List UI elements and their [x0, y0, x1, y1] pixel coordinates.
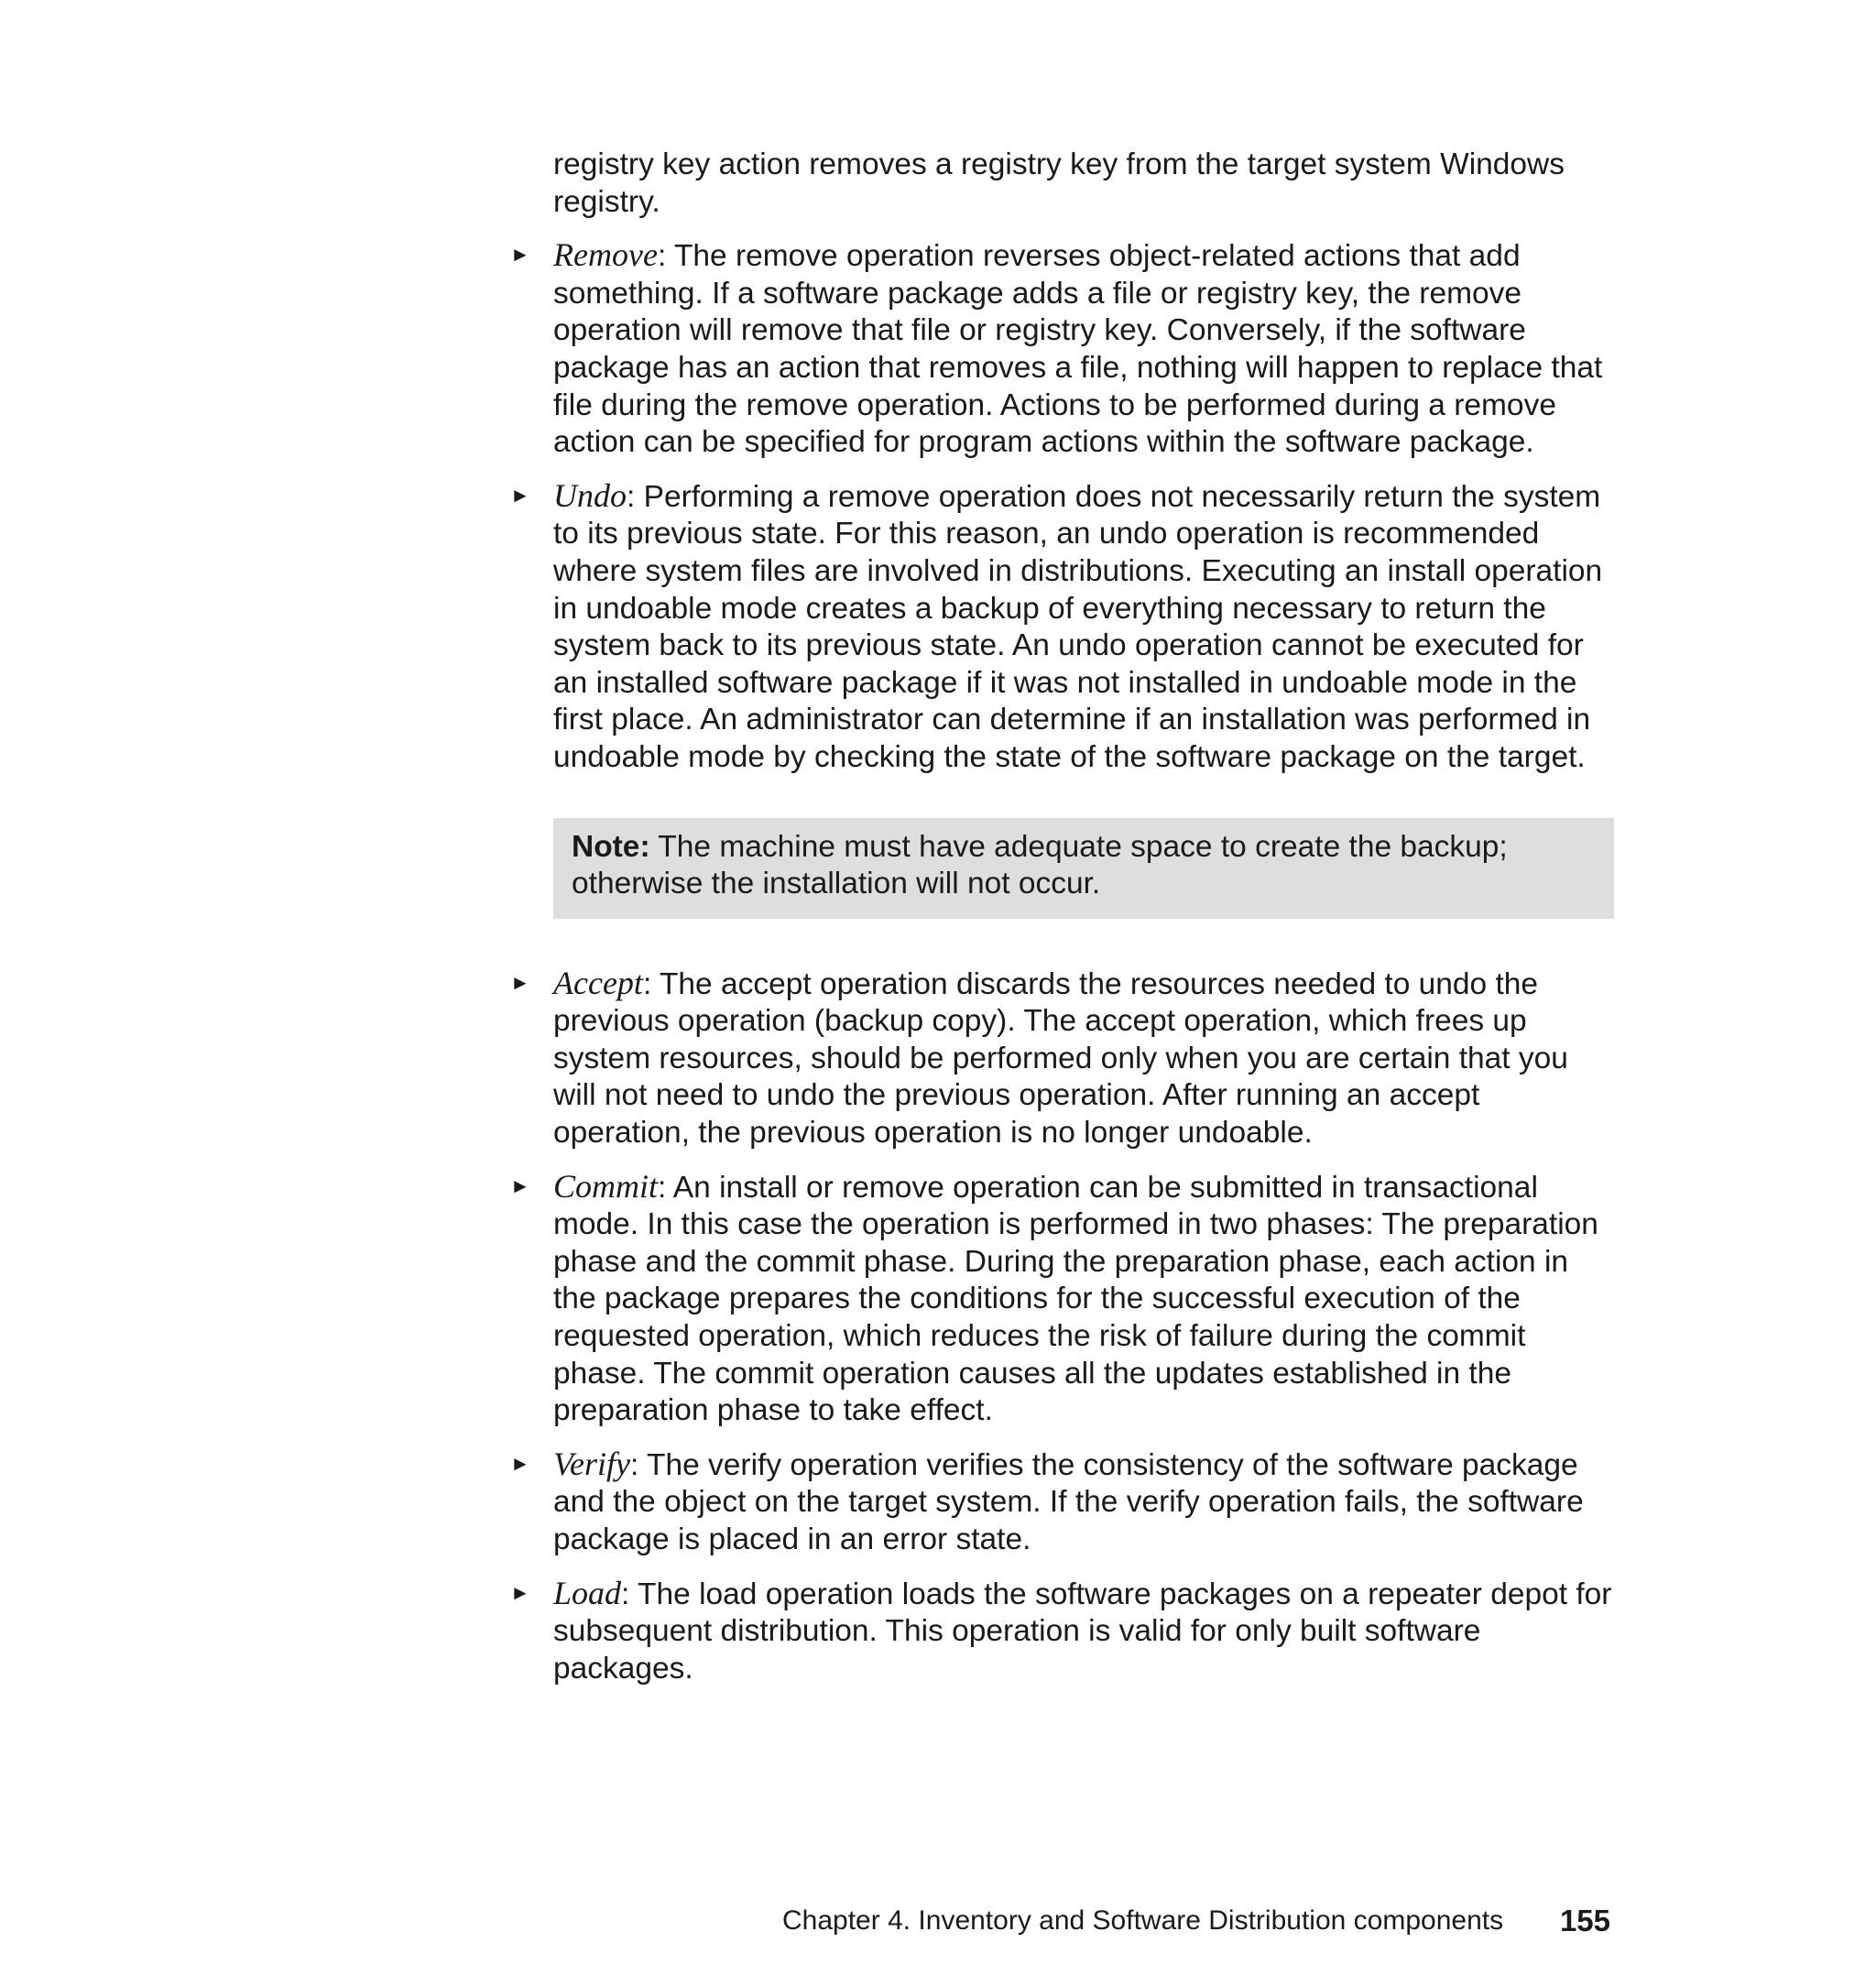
bullet-triangle-icon: ►: [510, 970, 530, 994]
body-content: [510, 147, 1614, 1703]
term-verify: Verify: [553, 1445, 630, 1482]
page-footer: [782, 1901, 1610, 1941]
bullet-triangle-icon: ►: [510, 243, 530, 267]
bullet-triangle-icon: ►: [510, 483, 530, 507]
item-text: : The remove operation reverses object-related actions that add something. If a software package adds a file or registry key, the remove operation will remove that file or registry key. Conversely, if the software package has an action that removes a file, nothing will happen to replace that file during the remove operation. Actions to be performed during a remove action can be specified for program actions within the software package.: [553, 239, 1603, 460]
list-item-verify: [510, 1445, 1614, 1559]
term-load: Load: [553, 1574, 622, 1611]
intro-paragraph: registry key action removes a registry key from the target system Windows registry.: [553, 147, 1565, 219]
item-text: : The accept operation discards the resources needed to undo the previous operation (backup copy). The accept operation, which frees up system resources, should be performed only when you are certain that you will not need to undo the previous operation. After running an accept operation, the previous operation is no longer undoable.: [553, 966, 1568, 1151]
note-body: The machine must have adequate space to create the backup; otherwise the installation will not occur.: [572, 829, 1508, 901]
item-text: : The verify operation verifies the consistency of the software package and the object on the target system. If the verify operation fails, the software package is placed in an error state.: [553, 1447, 1584, 1556]
term-remove: Remove: [553, 236, 658, 274]
bullet-triangle-icon: ►: [510, 1173, 530, 1197]
item-text: : The load operation loads the software packages on a repeater depot for subsequent distribution. This operation is valid for only built software packages.: [553, 1577, 1612, 1686]
note-label: Note:: [572, 829, 650, 864]
page-number: 155: [1559, 1904, 1610, 1937]
term-accept: Accept: [553, 964, 643, 1001]
list-item-remove: [510, 236, 1614, 462]
item-text: : An install or remove operation can be submitted in transactional mode. In this case the operation is performed in two phases: The preparation phase and the commit phase. During the preparation phase, each action in the package prepares the conditions for the successful execution of the requested operation, which reduces the risk of failure during the commit phase. The commit operation causes all the updates established in the preparation phase to take effect.: [553, 1170, 1598, 1428]
bullet-triangle-icon: ►: [510, 1451, 530, 1475]
footer-chapter-title: Chapter 4. Inventory and Software Distribution components: [782, 1905, 1504, 1936]
note-text: [572, 818, 1596, 903]
list-item-load: [510, 1574, 1614, 1688]
term-commit: Commit: [553, 1167, 659, 1205]
list-item-commit: [510, 1167, 1614, 1430]
item-text: : Performing a remove operation does not necessarily return the system to its previous state. For this reason, an undo operation is recommended where system files are involved in distributions. Executing an install operation in undoable mode creates a backup of everything necessary to return the system back to its previous state. An undo operation cannot be executed for an installed software package if it was not installed in undoable mode in the first place. An administrator can determine if an installation was performed in undoable mode by checking the state of the software package on the target.: [553, 479, 1603, 774]
note-box: [553, 818, 1614, 919]
bullet-triangle-icon: ►: [510, 1580, 530, 1604]
list-item-undo: [510, 476, 1614, 777]
term-undo: Undo: [553, 476, 627, 514]
list-item-accept: [510, 964, 1614, 1152]
